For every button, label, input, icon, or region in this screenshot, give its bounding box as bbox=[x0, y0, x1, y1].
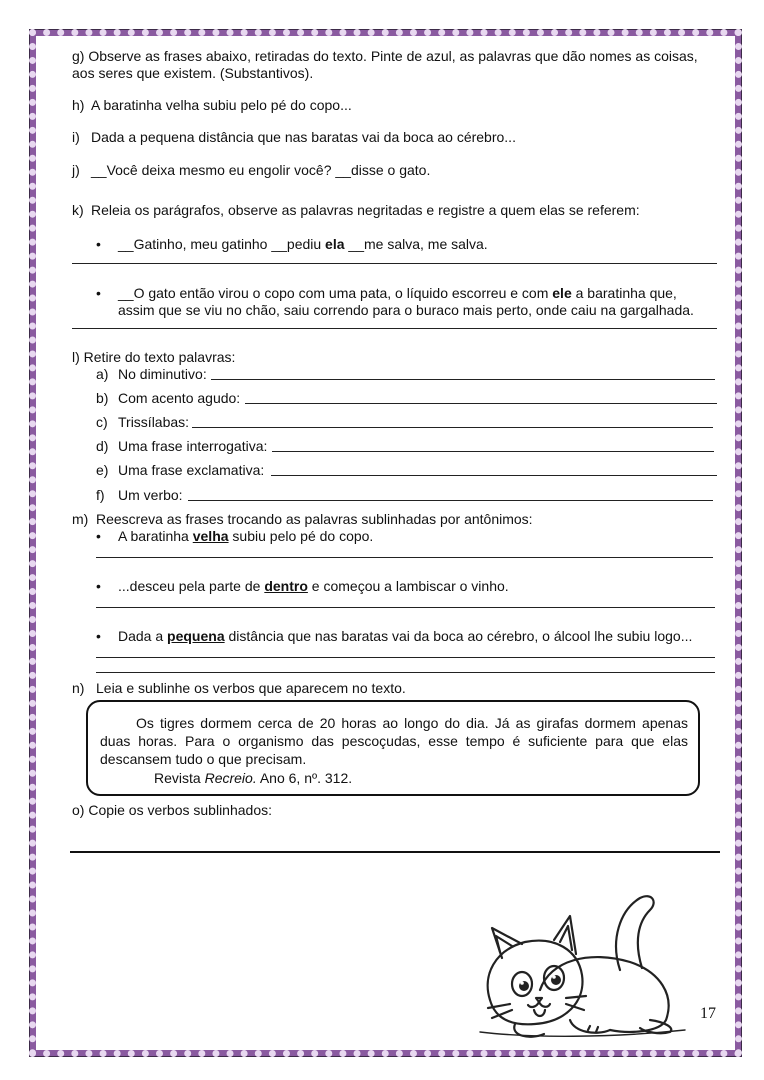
m-bullet-2: • ...desceu pela parte de dentro e começou a lambiscar o vinho. bbox=[118, 578, 509, 595]
question-g-line1: g) Observe as frases abaixo, retiradas do texto. Pinte de azul, as palavras que dão nomes as coisas, bbox=[72, 48, 698, 64]
kitten-illustration bbox=[470, 880, 690, 1040]
k-bullet-2-line1: • __O gato então virou o copo com uma pata, o líquido escorreu e com ele a baratinha que, bbox=[118, 285, 677, 302]
question-j-text: __Você deixa mesmo eu engolir você? __disse o gato. bbox=[91, 162, 431, 178]
m-bullet-3: • Dada a pequena distância que nas baratas vai da boca ao cérebro, o álcool lhe subiu logo... bbox=[118, 628, 692, 645]
answer-line[interactable] bbox=[72, 328, 717, 329]
reading-paragraph: Os tigres dormem cerca de 20 horas ao longo do dia. Já as girafas dormem apenas duas horas. Para o organismo das pescoçudas, esse tempo é suficiente para que elas descansem tudo o que precisam. bbox=[100, 715, 688, 767]
page-number: 17 bbox=[700, 1005, 716, 1022]
l-item-e-label: e) bbox=[96, 462, 109, 478]
l-item-a-label: a) bbox=[96, 366, 109, 382]
answer-line[interactable] bbox=[245, 403, 717, 404]
question-l-title: l) Retire do texto palavras: bbox=[72, 349, 236, 365]
question-g-line2: aos seres que existem. (Substantivos). bbox=[72, 65, 314, 81]
l-item-d-label: d) bbox=[96, 438, 109, 454]
l-item-c-label: c) bbox=[96, 414, 108, 430]
answer-line[interactable] bbox=[96, 557, 713, 558]
question-j-label: j) bbox=[72, 162, 80, 178]
question-k-label: k) bbox=[72, 202, 84, 218]
reading-box bbox=[86, 700, 700, 796]
answer-line[interactable] bbox=[272, 451, 714, 452]
answer-line[interactable] bbox=[96, 607, 715, 608]
question-h-text: A baratinha velha subiu pelo pé do copo... bbox=[91, 97, 352, 113]
question-m-label: m) bbox=[72, 511, 89, 527]
k-bullet-2-line2: assim que se viu no chão, saiu correndo para o buraco mais perto, onde caiu na gargalhada. bbox=[118, 302, 694, 318]
l-item-e-text: Uma frase exclamativa: bbox=[118, 462, 265, 478]
l-item-b-label: b) bbox=[96, 390, 109, 406]
answer-line[interactable] bbox=[271, 475, 717, 476]
answer-line[interactable] bbox=[96, 657, 715, 658]
l-item-c-text: Trissílabas: bbox=[118, 414, 190, 430]
l-item-f-text: Um verbo: bbox=[118, 487, 183, 503]
l-item-b-text: Com acento agudo: bbox=[118, 390, 241, 406]
answer-line[interactable] bbox=[188, 500, 713, 501]
l-item-f-label: f) bbox=[96, 487, 105, 503]
reading-source: Revista Recreio. Ano 6, nº. 312. bbox=[154, 770, 353, 786]
question-k-text: Releia os parágrafos, observe as palavras negritadas e registre a quem elas se referem: bbox=[91, 202, 640, 218]
answer-line[interactable] bbox=[96, 672, 715, 673]
answer-line[interactable] bbox=[192, 427, 713, 428]
question-o-text: o) Copie os verbos sublinhados: bbox=[72, 802, 273, 818]
question-m-text: Reescreva as frases trocando as palavras sublinhadas por antônimos: bbox=[96, 511, 533, 527]
question-i-text: Dada a pequena distância que nas baratas vai da boca ao cérebro... bbox=[91, 129, 516, 145]
m-bullet-1: • A baratinha velha subiu pelo pé do copo. bbox=[118, 528, 373, 545]
k-bullet-1: • __Gatinho, meu gatinho __pediu ela __me salva, me salva. bbox=[118, 236, 488, 253]
answer-line[interactable] bbox=[72, 263, 717, 264]
question-n-label: n) bbox=[72, 680, 85, 696]
l-item-d-text: Uma frase interrogativa: bbox=[118, 438, 268, 454]
l-item-a-text: No diminutivo: bbox=[118, 366, 207, 382]
answer-line[interactable] bbox=[70, 851, 720, 853]
question-h-label: h) bbox=[72, 97, 85, 113]
question-n-text: Leia e sublinhe os verbos que aparecem no texto. bbox=[96, 680, 406, 696]
answer-line[interactable] bbox=[211, 379, 715, 380]
question-i-label: i) bbox=[72, 129, 80, 145]
